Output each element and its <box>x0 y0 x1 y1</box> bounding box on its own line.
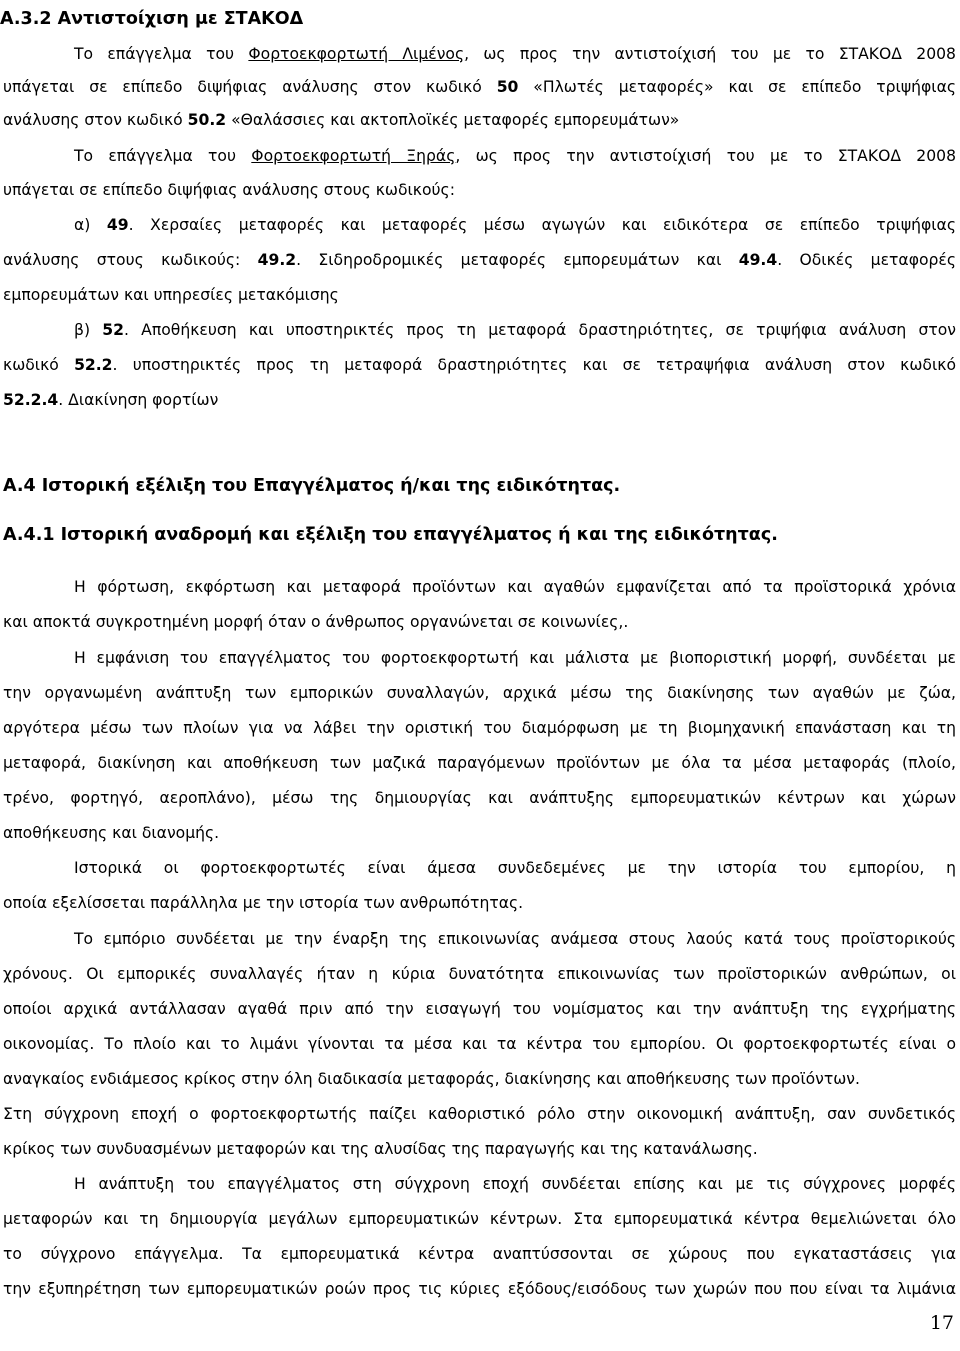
body-line: μεταφορών και τη δημιουργία μεγάλων εμπορευματικών κέντρων. Στα εμπορευματικά κέντρα θεμελιώνεται όλο <box>3 1210 956 1228</box>
body-line: κρίκος των συνδυασμένων μεταφορών και της αλυσίδας της παραγωγής και της κατανάλωσης. <box>3 1140 758 1158</box>
para2-line1 <box>74 146 956 166</box>
body-line: Η ανάπτυξη του επαγγέλματος στη σύγχρονη εποχή συνδέεται επίσης και με τις σύγχρονες μορφές <box>74 1175 956 1193</box>
body-line: αργότερα μέσω των πλοίων για να λάβει την οριστική του διαμόρφωση με τη βιομηχανική επανάσταση και τη <box>3 719 956 737</box>
section-heading <box>0 8 960 30</box>
code: 52.2 <box>74 356 113 374</box>
item-a-line1 <box>74 215 956 235</box>
para1-line2 <box>3 77 956 97</box>
heading-a41-text: A.4.1 Ιστορική αναδρομή και εξέλιξη του επαγγέλματος ή και της ειδικότητας. <box>3 525 778 545</box>
text: . Αποθήκευση και υποστηρικτές προς τη μεταφορά δραστηριότητες, σε τριψήφια ανάλυση στον <box>123 321 956 339</box>
item-b-line2 <box>3 355 956 375</box>
body-line: το σύγχρονο επάγγελμα. Τα εμπορευματικά κέντρα αναπτύσσονται σε χώρους που εγκαταστάσεις για <box>3 1245 956 1263</box>
body-line: την εξυπηρέτηση των εμπορευματικών ροών προς τις κύριες εξόδους/εισόδους των χωρών που που είναι τα λιμάνια <box>3 1280 956 1298</box>
text: . Οδικές μεταφορές <box>777 251 956 269</box>
text: . Διακίνηση φορτίων <box>58 391 219 409</box>
text: εμπορευμάτων και υπηρεσίες μετακόμισης <box>3 286 339 304</box>
occupation-link-land: Φορτοεκφορτωτή Ξηράς <box>251 147 456 165</box>
page-number: 17 <box>929 1312 954 1334</box>
text: α) <box>74 216 107 234</box>
body-line: μεταφορά, διακίνηση και αποθήκευση των μαζικά παραγόμενων προϊόντων με όλα τα μέσα μεταφοράς (πλοίο, <box>3 754 956 772</box>
body-line: την οργανωμένη ανάπτυξη των εμπορικών συναλλαγών, αρχικά μέσω της διακίνησης των αγαθών με ζώα, <box>3 684 956 702</box>
body-line: οποία εξελίσσεται παράλληλα με την ιστορία των ανθρωπότητας. <box>3 894 524 912</box>
body-line: χρόνους. Οι εμπορικές συναλλαγές ήταν η κύρια δυνατότητα επικοινωνίας των προϊστορικών ανθρώπων, οι <box>3 965 956 983</box>
text: , ως προς την αντιστοίχισή του με το ΣΤΑΚΟΔ 2008 <box>455 147 956 165</box>
body-line: και αποκτά συγκροτημένη μορφή όταν ο άνθρωπος οργανώνεται σε κοινωνίες,. <box>3 613 629 631</box>
body-line: Ιστορικά οι φορτοεκφορτωτές είναι άμεσα συνδεδεμένες με την ιστορία του εμπορίου, η <box>74 859 956 877</box>
code: 52 <box>102 321 124 339</box>
text: υπάγεται σε επίπεδο διψήφιας ανάλυσης στους κωδικούς: <box>3 181 455 199</box>
heading-a4-text: A.4 Ιστορική εξέλιξη του Επαγγέλματος ή/και της ειδικότητας. <box>3 476 621 496</box>
text: Το επάγγελμα του <box>74 45 249 63</box>
item-a-line3 <box>3 285 960 305</box>
code: 50.2 <box>187 111 227 129</box>
heading-a41 <box>3 524 960 546</box>
text: . Χερσαίες μεταφορές και μεταφορές μέσω αγωγών και ειδικότερα σε επίπεδο τριψήφιας <box>128 216 956 234</box>
text: . Σιδηροδρομικές μεταφορές εμπορευμάτων και <box>296 251 739 269</box>
code: 49 <box>106 216 129 234</box>
body-line: τρένο, φορτηγό, αεροπλάνο), μέσω της δημιουργίας και ανάπτυξης εμπορευματικών κέντρων και χώρων <box>3 789 956 807</box>
para1-line3 <box>3 110 960 130</box>
body-line: οικονομίας. Το πλοίο και το λιμάνι γίνονται τα μέσα και τα κέντρα του εμπορίου. Οι φορτοεκφορτωτές είναι ο <box>3 1035 956 1053</box>
code: 52.2.4 <box>3 391 59 409</box>
body-line: Η φόρτωση, εκφόρτωση και μεταφορά προϊόντων και αγαθών εμφανίζεται από τα προϊστορικά χρόνια <box>74 578 956 596</box>
text: ανάλυσης στον κωδικό <box>3 111 188 129</box>
text: β) <box>74 321 103 339</box>
code: 49.2 <box>257 251 297 269</box>
item-a-line2 <box>3 250 956 270</box>
section-heading-text: A.3.2 Αντιστοίχιση με ΣΤΑΚΟΔ <box>0 9 304 29</box>
para2-line2 <box>3 180 960 200</box>
heading-a4 <box>3 475 960 497</box>
item-b-line1 <box>74 320 956 340</box>
text: υπάγεται σε επίπεδο διψήφιας ανάλυσης στον κωδικό <box>3 78 497 96</box>
occupation-link-port: Φορτοεκφορτωτή Λιμένος <box>248 45 465 63</box>
text: «Θαλάσσιες και ακτοπλοϊκές μεταφορές εμπορευμάτων» <box>226 111 680 129</box>
text: κωδικό <box>3 356 75 374</box>
code: 50 <box>496 78 519 96</box>
body-line: οποίοι αρχικά αντάλλασαν αγαθά πριν από την εισαγωγή του νομίσματος και την ανάπτυξη της εγχρήματης <box>3 1000 956 1018</box>
body-line: αποθήκευσης και διανομής. <box>3 824 220 842</box>
body-line: Στη σύγχρονη εποχή ο φορτοεκφορτωτής παίζει καθοριστικό ρόλο στην οικονομική ανάπτυξη, σαν συνδετικός <box>3 1105 956 1123</box>
text: Το επάγγελμα του <box>74 147 252 165</box>
body-line: Η εμφάνιση του επαγγέλματος του φορτοεκφορτωτή και μάλιστα με βιοποριστική μορφή, συνδέεται με <box>74 649 956 667</box>
item-b-line3 <box>3 390 960 410</box>
text: . υποστηρικτές προς τη μεταφορά δραστηριότητες και σε τετραψήφια ανάλυση στον κωδικό <box>112 356 956 374</box>
code: 49.4 <box>738 251 778 269</box>
body-line: αναγκαίος ενδιάμεσος κρίκος στην όλη διαδικασία μεταφοράς, διακίνησης και αποθήκευσης των προϊόντων. <box>3 1070 860 1088</box>
para1-line1 <box>74 44 956 64</box>
text: «Πλωτές μεταφορές» και σε επίπεδο τριψήφιας <box>518 78 956 96</box>
text: , ως προς την αντιστοίχισή του με το ΣΤΑΚΟΔ 2008 <box>464 45 956 63</box>
text: ανάλυσης στους κωδικούς: <box>3 251 258 269</box>
body-line: Το εμπόριο συνδέεται με την έναρξη της επικοινωνίας ανάμεσα στους λαούς κατά τους προϊστορικούς <box>74 930 956 948</box>
